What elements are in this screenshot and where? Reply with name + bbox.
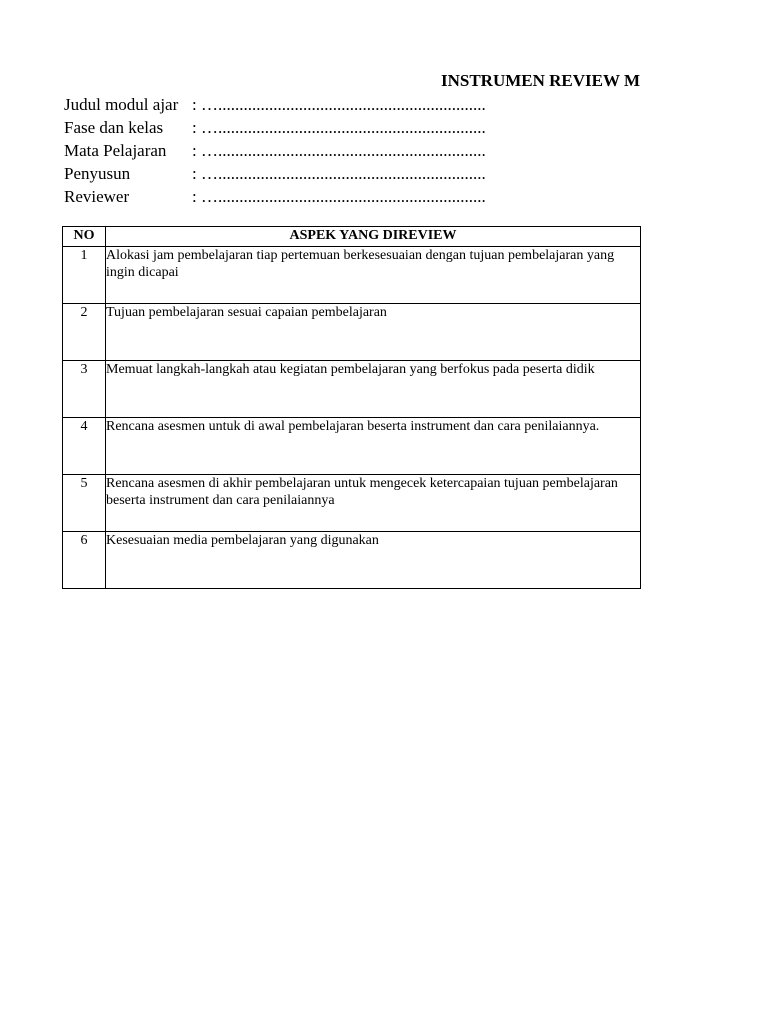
- row-number: 1: [63, 247, 106, 304]
- row-number: 4: [63, 418, 106, 475]
- aspect-text: Rencana asesmen di akhir pembelajaran untuk mengecek ketercapaian tujuan pembelajaran beserta instrument dan cara penilaiannya: [106, 475, 641, 532]
- row-number: 5: [63, 475, 106, 532]
- table-row: [63, 475, 641, 532]
- aspect-text: Rencana asesmen untuk di awal pembelajaran beserta instrument dan cara penilaiannya.: [106, 418, 641, 475]
- column-header-no: NO: [63, 227, 106, 247]
- meta-value-blank: : …...............................................................: [192, 164, 486, 183]
- meta-row-judul-modul: [64, 93, 664, 116]
- meta-label: Mata Pelajaran: [64, 141, 167, 160]
- meta-value-blank: : …...............................................................: [192, 95, 486, 114]
- aspect-text: Tujuan pembelajaran sesuai capaian pembelajaran: [106, 304, 641, 361]
- row-number: 6: [63, 532, 106, 589]
- row-number: 2: [63, 304, 106, 361]
- table-row: [63, 418, 641, 475]
- aspect-text: Kesesuaian media pembelajaran yang digunakan: [106, 532, 641, 589]
- meta-row-reviewer: [64, 185, 664, 208]
- aspect-text: Alokasi jam pembelajaran tiap pertemuan berkesesuaian dengan tujuan pembelajaran yang ingin dicapai: [106, 247, 641, 304]
- metadata-fields: [64, 93, 664, 208]
- column-header-aspek: ASPEK YANG DIREVIEW: [106, 227, 641, 247]
- table-row: [63, 532, 641, 589]
- meta-label: Judul modul ajar: [64, 95, 179, 114]
- aspect-text: Memuat langkah-langkah atau kegiatan pembelajaran yang berfokus pada peserta didik: [106, 361, 641, 418]
- review-table: [62, 226, 641, 589]
- document-title: INSTRUMEN REVIEW M: [441, 71, 640, 90]
- meta-row-fase-kelas: [64, 116, 664, 139]
- meta-row-mata-pelajaran: [64, 139, 664, 162]
- row-number: 3: [63, 361, 106, 418]
- meta-label: Fase dan kelas: [64, 118, 164, 137]
- meta-value-blank: : …...............................................................: [192, 187, 486, 206]
- meta-label: Penyusun: [64, 164, 131, 183]
- meta-value-blank: : …...............................................................: [192, 118, 486, 137]
- table-header-row: [63, 227, 641, 247]
- table-row: [63, 361, 641, 418]
- meta-value-blank: : …...............................................................: [192, 141, 486, 160]
- meta-row-penyusun: [64, 162, 664, 185]
- meta-label: Reviewer: [64, 187, 130, 206]
- table-row: [63, 304, 641, 361]
- table-row: [63, 247, 641, 304]
